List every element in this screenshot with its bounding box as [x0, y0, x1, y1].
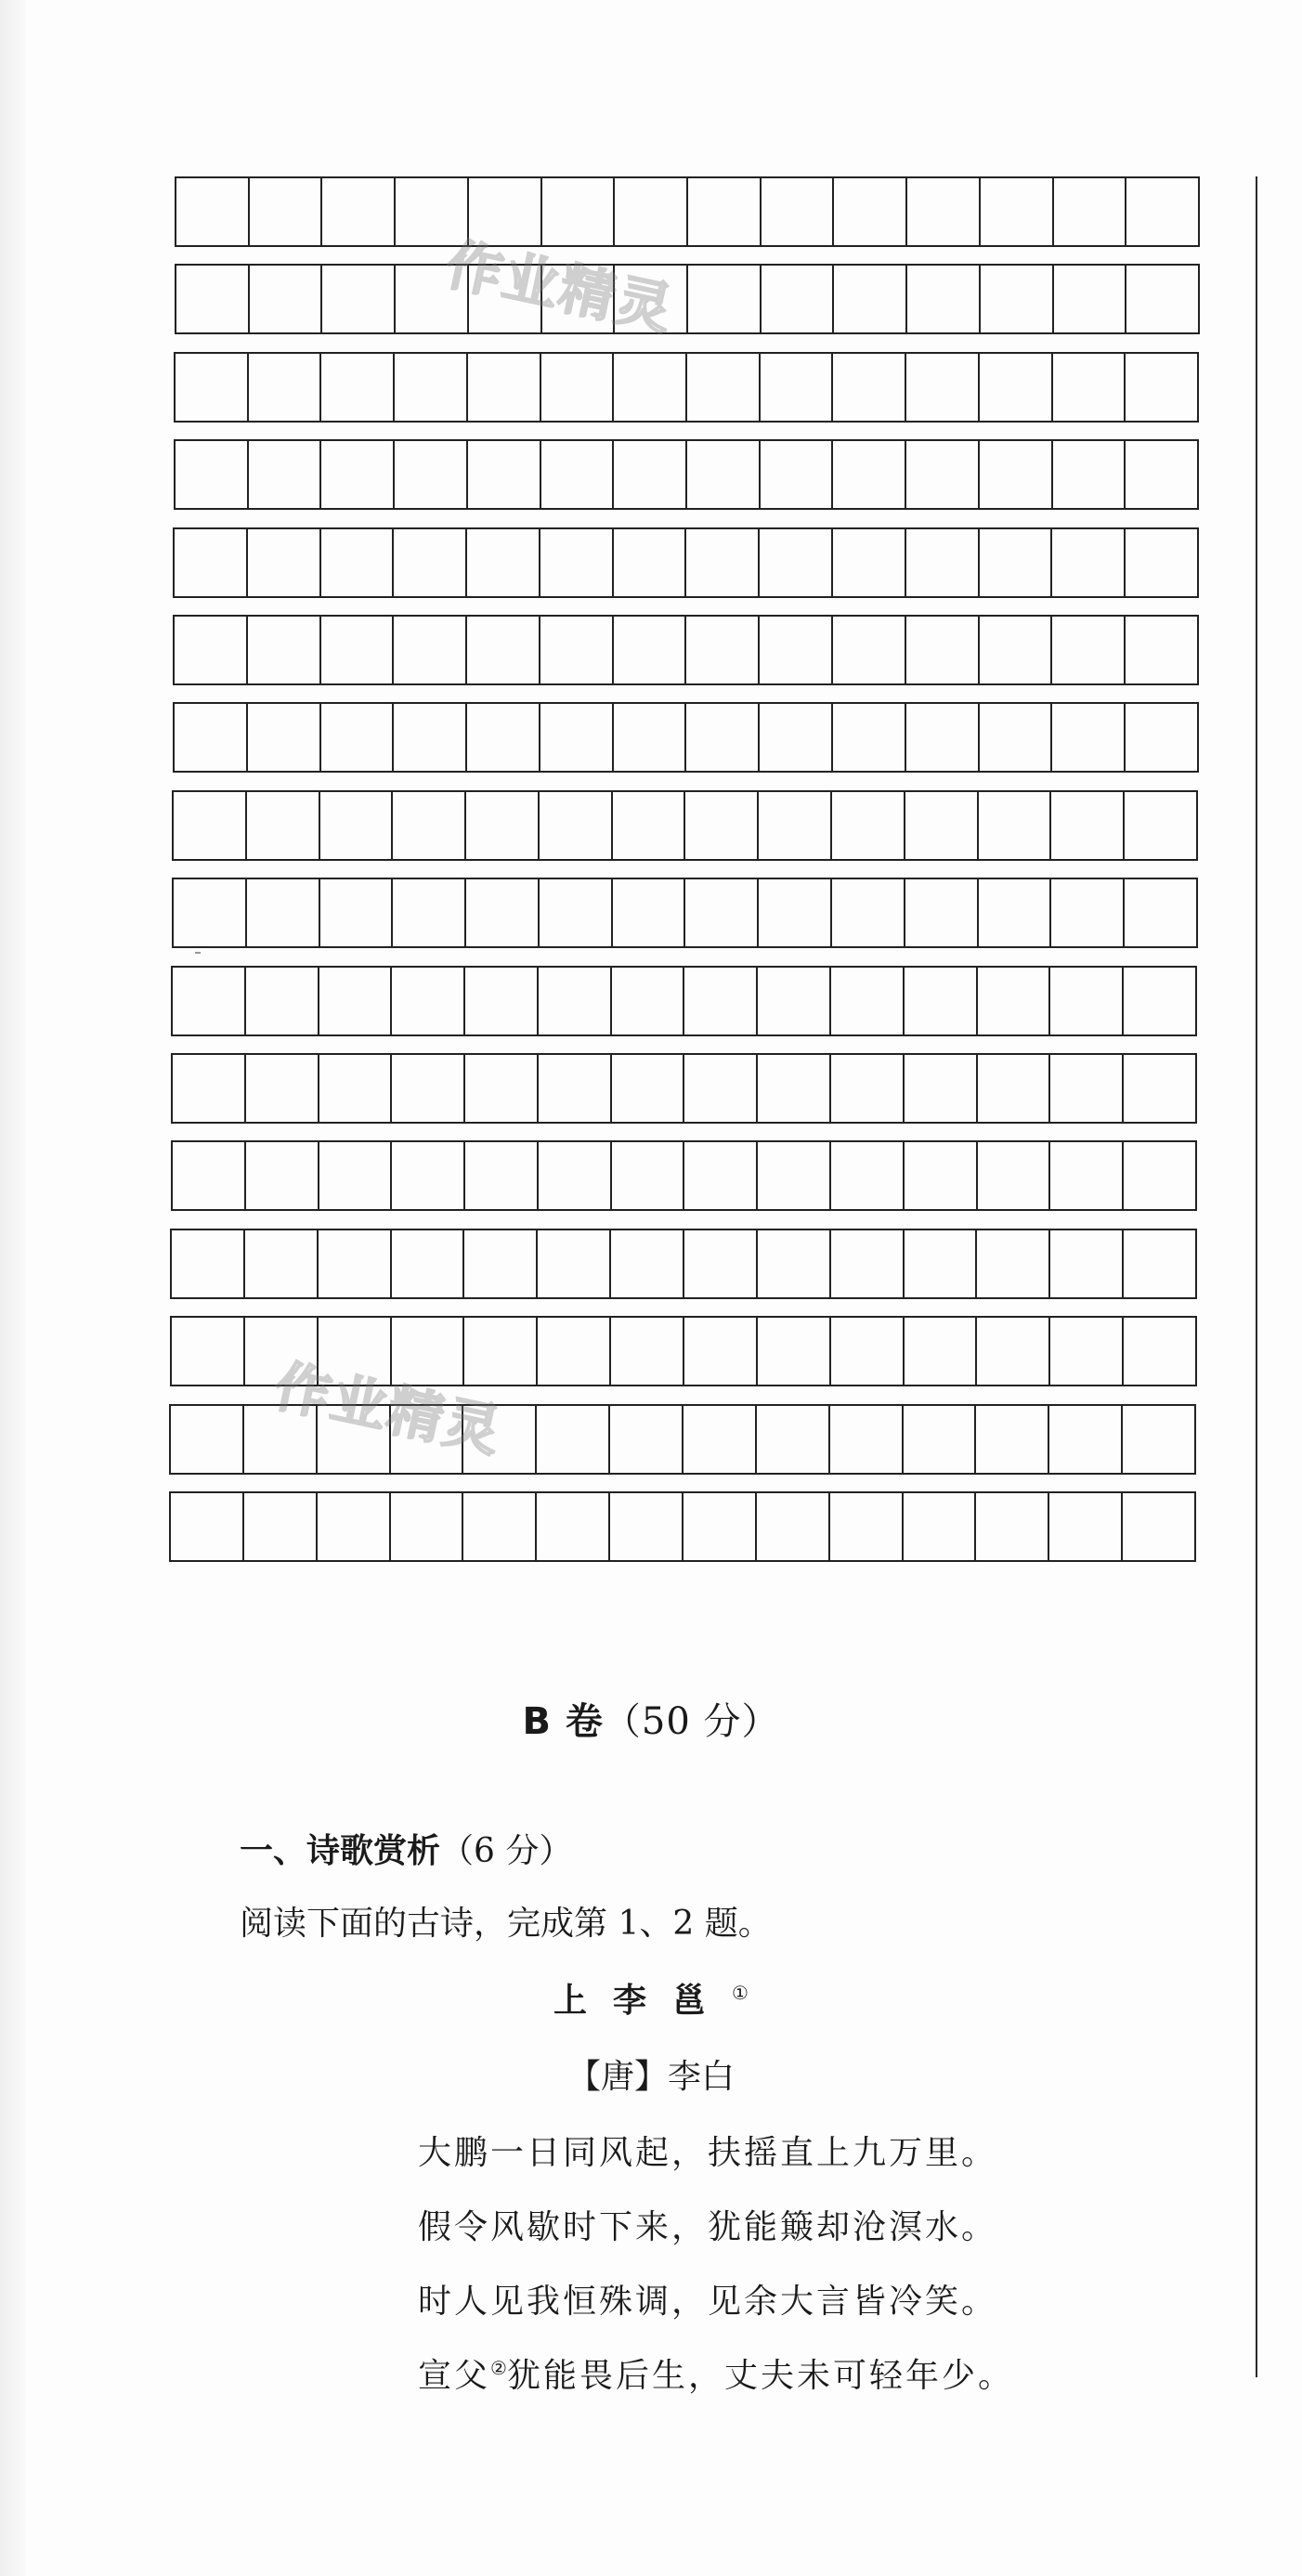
answer-grid-cell[interactable] [757, 1493, 830, 1560]
answer-grid-cell[interactable] [540, 879, 613, 946]
answer-grid-cell[interactable] [833, 354, 906, 421]
answer-grid-cell[interactable] [174, 879, 247, 946]
answer-grid-cell[interactable] [831, 968, 905, 1034]
answer-grid-cell[interactable] [393, 879, 466, 946]
answer-grid-cell[interactable] [906, 354, 980, 421]
answer-grid-cell[interactable] [176, 178, 250, 245]
section-b-title [0, 1692, 1302, 1745]
question-instruction: 阅读下面的古诗，完成第 1、2 题。 [240, 1905, 772, 1943]
answer-grid-cell[interactable] [686, 529, 760, 596]
answer-grid-cell[interactable] [980, 441, 1053, 508]
answer-grid-cell[interactable] [318, 1493, 391, 1560]
poem-line-4-end: 犹能畏后生，丈夫未可轻年少。 [506, 2357, 1014, 2395]
answer-grid-row [173, 615, 1199, 685]
answer-grid-cell[interactable] [610, 1406, 684, 1473]
answer-grid-cell[interactable] [466, 879, 540, 946]
answer-grid-row [169, 1404, 1196, 1475]
answer-grid-cell[interactable] [175, 529, 248, 596]
answer-grid-cell[interactable] [1126, 617, 1197, 683]
answer-grid-cell[interactable] [246, 1055, 319, 1122]
answer-grid-cell[interactable] [759, 792, 832, 859]
answer-grid-cell[interactable] [906, 441, 980, 508]
answer-grid-cell[interactable] [758, 1230, 831, 1297]
answer-grid-cell[interactable] [319, 1055, 393, 1122]
answer-grid-cell[interactable] [321, 441, 395, 508]
answer-grid-cell[interactable] [247, 792, 320, 859]
answer-grid-cell[interactable] [904, 1493, 977, 1560]
answer-grid-cell[interactable] [1126, 354, 1197, 421]
answer-grid-cell[interactable] [688, 266, 762, 332]
answer-grid-cell[interactable] [322, 266, 396, 332]
answer-grid-cell[interactable] [1052, 617, 1126, 683]
answer-grid-cell[interactable] [1125, 792, 1196, 859]
answer-grid-cell[interactable] [830, 1406, 904, 1473]
answer-grid-cell[interactable] [762, 266, 835, 332]
answer-grid-cell[interactable] [393, 792, 466, 859]
answer-grid-cell[interactable] [392, 1230, 465, 1297]
answer-grid-row [172, 878, 1198, 948]
answer-grid-cell[interactable] [684, 1318, 758, 1385]
answer-grid-cell[interactable] [758, 968, 831, 1034]
answer-grid-row [174, 439, 1199, 510]
answer-grid-cell[interactable] [612, 1055, 685, 1122]
answer-grid-cell[interactable] [395, 354, 468, 421]
answer-grid-cell[interactable] [758, 1055, 831, 1122]
answer-grid-cell[interactable] [830, 1493, 904, 1560]
answer-grid-cell[interactable] [761, 441, 834, 508]
answer-grid-cell[interactable] [685, 792, 759, 859]
poem-title-footnote-marker: ① [732, 1982, 749, 2004]
answer-grid-cell[interactable] [980, 704, 1053, 771]
answer-grid-cell[interactable] [245, 1230, 319, 1297]
answer-grid-row [171, 1140, 1197, 1211]
answer-grid-cell[interactable] [392, 968, 465, 1034]
answer-grid-cell[interactable] [175, 704, 248, 771]
question-one-title: 一、诗歌赏析 [240, 1832, 441, 1870]
answer-grid-cell[interactable] [246, 968, 319, 1034]
answer-grid-cell[interactable] [250, 178, 323, 245]
answer-grid-cell[interactable] [1126, 704, 1197, 771]
answer-grid-cell[interactable] [318, 1406, 391, 1473]
answer-grid-cell[interactable] [1054, 178, 1127, 245]
answer-grid-cell[interactable] [612, 968, 685, 1034]
answer-grid-cell[interactable] [1126, 441, 1197, 508]
answer-grid-cell[interactable] [978, 1142, 1051, 1209]
answer-grid-cell[interactable] [465, 968, 539, 1034]
answer-grid-cell[interactable] [322, 178, 396, 245]
answer-grid-cell[interactable] [833, 617, 906, 683]
answer-grid-cell[interactable] [978, 968, 1051, 1034]
answer-grid-cell[interactable] [466, 792, 540, 859]
answer-grid-cell[interactable] [906, 704, 980, 771]
answer-grid-cell[interactable] [395, 441, 468, 508]
answer-grid-cell[interactable] [758, 1318, 831, 1385]
answer-grid-cell[interactable] [250, 266, 323, 332]
answer-grid-cell[interactable] [172, 1318, 245, 1385]
answer-grid-cell[interactable] [1054, 266, 1127, 332]
answer-grid-cell[interactable] [760, 617, 833, 683]
answer-grid-cell[interactable] [906, 617, 980, 683]
answer-grid-row [170, 1229, 1197, 1299]
answer-grid-cell[interactable] [465, 1055, 539, 1122]
answer-grid-row [169, 1491, 1196, 1562]
answer-grid-cell[interactable] [977, 1318, 1050, 1385]
answer-grid-cell[interactable] [834, 266, 907, 332]
answer-grid-cell[interactable] [1051, 879, 1125, 946]
answer-grid-cell[interactable] [833, 704, 906, 771]
answer-grid-cell[interactable] [463, 1406, 537, 1473]
answer-grid-cell[interactable] [979, 879, 1052, 946]
answer-grid-row [175, 264, 1200, 334]
poem-line-4 [418, 2349, 1014, 2397]
answer-grid-cell[interactable] [173, 1055, 246, 1122]
answer-grid-row [172, 790, 1198, 861]
answer-grid-cell[interactable] [614, 354, 687, 421]
answer-grid-cell[interactable] [1050, 1318, 1124, 1385]
answer-grid-cell[interactable] [467, 529, 540, 596]
answer-grid-cell[interactable] [688, 178, 762, 245]
answer-grid-cell[interactable] [685, 879, 759, 946]
answer-grid-row [175, 176, 1200, 247]
answer-grid-cell[interactable] [396, 266, 469, 332]
answer-grid-cell[interactable] [248, 529, 321, 596]
answer-grid-cell[interactable] [831, 1055, 905, 1122]
answer-grid-cell[interactable] [1123, 1406, 1194, 1473]
answer-grid-cell[interactable] [980, 354, 1053, 421]
answer-grid-cell[interactable] [1124, 968, 1195, 1034]
answer-grid-cell[interactable] [907, 178, 981, 245]
answer-grid-cell[interactable] [611, 1318, 684, 1385]
answer-grid-cell[interactable] [1050, 1142, 1124, 1209]
answer-grid-cell[interactable] [175, 617, 248, 683]
answer-grid-cell[interactable] [831, 1318, 905, 1385]
answer-grid-cell[interactable] [173, 968, 246, 1034]
answer-grid-cell[interactable] [981, 178, 1054, 245]
margin-rule [1256, 176, 1257, 2377]
answer-grid-cell[interactable] [171, 1493, 244, 1560]
answer-grid-cell[interactable] [542, 266, 616, 332]
answer-grid-cell[interactable] [907, 266, 981, 332]
poem-title-text: 上李邕 [553, 1982, 733, 2020]
answer-grid-cell[interactable] [904, 1406, 977, 1473]
answer-grid-cell[interactable] [760, 529, 833, 596]
answer-grid-cell[interactable] [610, 1493, 684, 1560]
answer-grid-cell[interactable] [1124, 1142, 1195, 1209]
answer-grid-cell[interactable] [684, 1142, 758, 1209]
answer-grid-cell[interactable] [684, 1055, 758, 1122]
answer-grid-cell[interactable] [469, 178, 542, 245]
answer-grid-cell[interactable] [249, 441, 322, 508]
question-one-score: （6 分） [440, 1832, 573, 1870]
answer-grid-cell[interactable] [391, 1493, 464, 1560]
answer-grid-cell[interactable] [1049, 1493, 1123, 1560]
answer-grid-cell[interactable] [1052, 529, 1126, 596]
answer-grid-cell[interactable] [1049, 1406, 1123, 1473]
answer-grid-cell[interactable] [1050, 1230, 1124, 1297]
answer-grid-cell[interactable] [537, 1406, 610, 1473]
answer-grid-cell[interactable] [539, 968, 612, 1034]
answer-grid-row [171, 1053, 1197, 1124]
answer-grid-cell[interactable] [464, 1318, 538, 1385]
answer-grid-cell[interactable] [978, 1055, 1051, 1122]
poem-title [0, 1974, 1302, 2022]
answer-grid-cell[interactable] [247, 879, 320, 946]
answer-grid-cell[interactable] [686, 617, 760, 683]
answer-grid-cell[interactable] [320, 879, 394, 946]
answer-grid-cell[interactable] [614, 529, 687, 596]
answer-grid-cell[interactable] [1050, 968, 1124, 1034]
answer-grid-cell[interactable] [246, 1142, 319, 1209]
answer-grid-cell[interactable] [537, 1493, 610, 1560]
answer-grid-cell[interactable] [1050, 1055, 1124, 1122]
answer-grid-cell[interactable] [176, 441, 249, 508]
answer-grid-cell[interactable] [244, 1493, 318, 1560]
answer-grid-cell[interactable] [614, 617, 687, 683]
answer-grid-cell[interactable] [833, 529, 906, 596]
answer-grid-cell[interactable] [320, 792, 394, 859]
answer-grid-cell[interactable] [538, 1230, 611, 1297]
answer-grid-cell[interactable] [172, 1230, 245, 1297]
answer-grid-cell[interactable] [906, 529, 980, 596]
answer-grid-cell[interactable] [464, 1230, 538, 1297]
answer-grid-cell[interactable] [176, 354, 249, 421]
answer-grid-cell[interactable] [319, 1142, 393, 1209]
answer-grid-cell[interactable] [760, 704, 833, 771]
answer-grid-cell[interactable] [687, 441, 761, 508]
answer-grid-cell[interactable] [905, 1230, 978, 1297]
answer-grid-cell[interactable] [539, 1055, 612, 1122]
answer-grid-cell[interactable] [686, 704, 760, 771]
answer-grid-cell[interactable] [1053, 441, 1126, 508]
answer-grid-cell[interactable] [542, 178, 616, 245]
answer-grid-cell[interactable] [468, 441, 541, 508]
answer-grid-cell[interactable] [831, 1142, 905, 1209]
answer-grid-cell[interactable] [396, 178, 469, 245]
answer-grid-cell[interactable] [1051, 792, 1125, 859]
answer-grid-row [173, 702, 1199, 773]
answer-grid-cell[interactable] [465, 1142, 539, 1209]
answer-grid-cell[interactable] [614, 704, 687, 771]
answer-grid-cell[interactable] [319, 1230, 392, 1297]
answer-grid-cell[interactable] [832, 879, 905, 946]
answer-grid-cell[interactable] [540, 617, 614, 683]
answer-grid-cell[interactable] [981, 266, 1054, 332]
answer-grid-cell[interactable] [832, 792, 905, 859]
answer-grid-cell[interactable] [684, 968, 758, 1034]
answer-grid-cell[interactable] [248, 617, 321, 683]
answer-grid-cell[interactable] [1052, 704, 1126, 771]
answer-grid-cell[interactable] [905, 1318, 978, 1385]
answer-grid-cell[interactable] [980, 617, 1053, 683]
answer-grid-cell[interactable] [541, 354, 615, 421]
answer-grid-cell[interactable] [905, 792, 979, 859]
answer-grid-cell[interactable] [979, 792, 1052, 859]
answer-grid-cell[interactable] [612, 1142, 685, 1209]
answer-grid-cell[interactable] [614, 441, 687, 508]
answer-grid-cell[interactable] [540, 529, 614, 596]
answer-grid-cell[interactable] [391, 1406, 464, 1473]
answer-grid-cell[interactable] [684, 1493, 757, 1560]
answer-grid-cell[interactable] [980, 529, 1053, 596]
watermark-bottom: 作业精灵 [268, 1353, 508, 1465]
answer-grid-cell[interactable] [1125, 879, 1196, 946]
poem-line-2: 假令风歇时下来，犹能簸却沧溟水。 [418, 2208, 998, 2246]
stray-mark [195, 952, 201, 954]
question-one-heading [240, 1825, 572, 1872]
answer-grid-cell[interactable] [321, 704, 395, 771]
answer-grid-cell[interactable] [762, 178, 835, 245]
answer-grid-cell[interactable] [684, 1230, 758, 1297]
answer-grid-cell[interactable] [976, 1493, 1049, 1560]
answer-grid-cell[interactable] [467, 617, 540, 683]
answer-grid-cell[interactable] [245, 1318, 319, 1385]
answer-grid-cell[interactable] [321, 354, 395, 421]
answer-grid-row [171, 966, 1197, 1036]
answer-grid-cell[interactable] [977, 1230, 1050, 1297]
answer-grid-row [170, 1316, 1197, 1386]
answer-grid-cell[interactable] [1124, 1318, 1195, 1385]
answer-grid-cell[interactable] [905, 968, 978, 1034]
answer-grid-cell[interactable] [244, 1406, 318, 1473]
poem-line-4-footnote-marker: ② [490, 2357, 507, 2379]
answer-grid-cell[interactable] [1053, 354, 1126, 421]
answer-grid-cell[interactable] [319, 1318, 392, 1385]
answer-grid-cell[interactable] [1126, 529, 1197, 596]
answer-grid-row [173, 527, 1199, 598]
poem-line-3: 时人见我恒殊调，见余大言皆冷笑。 [418, 2283, 998, 2321]
answer-grid-cell[interactable] [540, 704, 614, 771]
answer-grid-cell[interactable] [611, 1230, 684, 1297]
answer-grid-cell[interactable] [392, 1142, 465, 1209]
answer-grid-cell[interactable] [831, 1230, 905, 1297]
answer-grid-cell[interactable] [467, 704, 540, 771]
answer-grid-cell[interactable] [174, 792, 247, 859]
answer-grid-cell[interactable] [541, 441, 615, 508]
answer-grid-cell[interactable] [249, 354, 322, 421]
answer-grid-cell[interactable] [468, 354, 541, 421]
answer-grid-cell[interactable] [615, 178, 688, 245]
answer-grid-cell[interactable] [761, 354, 834, 421]
answer-grid-cell[interactable] [976, 1406, 1049, 1473]
answer-grid-cell[interactable] [905, 879, 979, 946]
answer-grid-cell[interactable] [905, 1055, 978, 1122]
section-b-score: （50 分） [603, 1700, 780, 1743]
answer-grid-cell[interactable] [759, 879, 832, 946]
answer-grid-cell[interactable] [1126, 178, 1198, 245]
answer-grid-cell[interactable] [173, 1142, 246, 1209]
section-b-label: B 卷 [522, 1700, 604, 1743]
answer-grid-cell[interactable] [321, 617, 395, 683]
answer-grid-cell[interactable] [539, 1142, 612, 1209]
answer-grid-cell[interactable] [394, 704, 467, 771]
answer-grid-cell[interactable] [1124, 1055, 1195, 1122]
answer-grid-cell[interactable] [613, 879, 686, 946]
answer-grid-cell[interactable] [834, 178, 907, 245]
poem-author: 【唐】李白 [566, 2058, 735, 2096]
answer-grid-cell[interactable] [394, 529, 467, 596]
answer-grid-cell[interactable] [392, 1055, 465, 1122]
answer-grid-cell[interactable] [757, 1406, 830, 1473]
answer-grid-cell[interactable] [615, 266, 688, 332]
answer-grid-cell[interactable] [833, 441, 906, 508]
answer-grid-cell[interactable] [248, 704, 321, 771]
answer-grid-cell[interactable] [176, 266, 250, 332]
answer-grid-cell[interactable] [321, 529, 395, 596]
answer-grid-cell[interactable] [469, 266, 542, 332]
watermark-top: 作业精灵 [440, 231, 680, 344]
answer-grid-cell[interactable] [463, 1493, 537, 1560]
answer-grid-cell[interactable] [392, 1318, 465, 1385]
poem-line-1: 大鹏一日同风起，扶摇直上九万里。 [418, 2134, 998, 2172]
answer-grid-cell[interactable] [684, 1406, 757, 1473]
answer-grid-cell[interactable] [905, 1142, 978, 1209]
poem-line-4-start: 宣父 [418, 2357, 491, 2395]
answer-grid-cell[interactable] [613, 792, 686, 859]
answer-grid-cell[interactable] [758, 1142, 831, 1209]
answer-grid-cell[interactable] [1126, 266, 1198, 332]
answer-grid-cell[interactable] [1123, 1493, 1194, 1560]
answer-grid-row [174, 352, 1199, 423]
answer-grid-cell[interactable] [394, 617, 467, 683]
answer-grid-cell[interactable] [319, 968, 393, 1034]
answer-grid-cell[interactable] [1124, 1230, 1195, 1297]
answer-grid-cell[interactable] [540, 792, 613, 859]
answer-grid-cell[interactable] [538, 1318, 611, 1385]
page-binding-shadow [0, 0, 26, 2576]
answer-grid-cell[interactable] [687, 354, 761, 421]
answer-grid-cell[interactable] [171, 1406, 244, 1473]
